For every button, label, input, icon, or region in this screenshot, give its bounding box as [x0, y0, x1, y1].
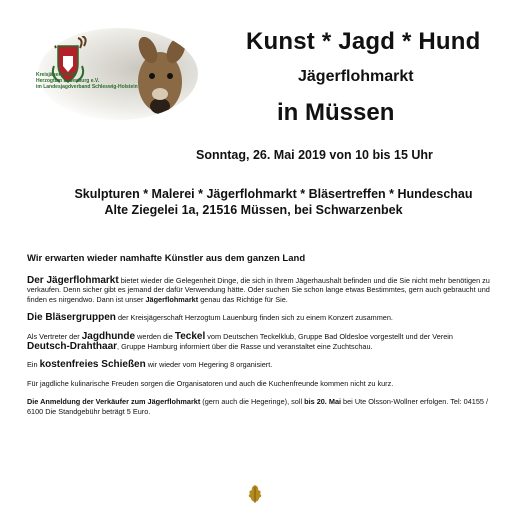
blaeser-text: der Kreisjägerschaft Herzogtum Lauenburg finden sich zu einem Konzert zusammen.	[115, 313, 393, 323]
logo-line-2: Herzogtum Lauenburg e.V.	[36, 78, 100, 84]
anmeldung-a: (gern auch die Hegeringe), soll	[200, 397, 305, 407]
hunde-d: vom Deutschen Teckelklub, Gruppe Bad Oldesloe vorgestellt und der Verein	[205, 331, 453, 341]
paragraph-blaeser	[27, 313, 495, 323]
hunde-bold-3: Deutsch-Drahthaar	[27, 340, 118, 352]
event-description	[27, 254, 495, 426]
anmeldung-deadline: bis 20. Mai	[304, 397, 342, 407]
page-subtitle: Jägerflohmarkt	[298, 68, 414, 85]
anmeldung-bold: Die Anmeldung der Verkäufer zum Jägerflohmarkt	[27, 397, 201, 407]
hunde-e: , Gruppe Hamburg informiert über die Rasse und veranstaltet eine Zuchtschau.	[117, 341, 373, 351]
flohmarkt-bold: Jägerflohmarkt	[145, 294, 199, 304]
logo-line-3: im Landesjagdverband Schleswig-Holstein	[36, 84, 138, 90]
paragraph-schiessen	[27, 360, 495, 370]
hunde-a: Als Vertreter der	[27, 331, 82, 341]
event-location: in Müssen	[277, 99, 395, 126]
oak-leaf-icon	[246, 484, 264, 504]
logo-line-1: Kreisjägerschaft	[36, 72, 76, 78]
event-date: Sonntag, 26. Mai 2019 von 10 bis 15 Uhr	[196, 148, 433, 162]
anmeldung-c: bei Ute Olsson-Wollner erfolgen. Tel: 04155 / 6100 Die Standgebühr beträgt 5 Euro.	[27, 397, 488, 416]
event-address: Alte Ziegelei 1a, 21516 Müssen, bei Schwarzenbek	[104, 203, 403, 217]
blaeser-heading: Die Bläsergruppen	[27, 312, 116, 324]
paragraph-hunde	[27, 332, 495, 351]
schiessen-a: Ein	[27, 360, 40, 370]
flohmarkt-text: bietet wieder die Gelegenheit Dinge, die sich in Ihrem Jägerhaushalt befinden und die Sie nicht mehr benötigen zu verkaufen. Denn sicher gibt es jemand der dafür Verwendung hätte. Oder suchen Sie schon lange etwas Bestimmtes, gern auch gebraucht und finden es nirgendwo. Dann ist unser	[27, 275, 490, 304]
paragraph-kulinarik: Für jagdliche kulinarische Freuden sorgen die Organisatoren und auch die Kuchenfreunde kommen nicht zu kurz.	[27, 378, 394, 388]
hunde-c: werden die	[135, 331, 175, 341]
schiessen-c: wir wieder vom Hegering 8 organisiert.	[145, 360, 273, 370]
flohmarkt-heading: Der Jägerflohmarkt	[27, 274, 119, 286]
page-title: Kunst * Jagd * Hund	[246, 28, 481, 55]
paragraph-anmeldung	[27, 397, 495, 416]
hunde-bold-2: Teckel	[174, 330, 206, 342]
flohmarkt-end: genau das Richtige für Sie.	[198, 294, 288, 304]
event-features: Skulpturen * Malerei * Jägerflohmarkt * Bläsertreffen * Hundeschau	[74, 187, 473, 201]
hunde-bold-1: Jagdhunde	[81, 330, 136, 342]
paragraph-flohmarkt	[27, 276, 495, 305]
intro-text: Wir erwarten wieder namhafte Künstler aus dem ganzen Land	[27, 253, 306, 264]
schiessen-bold: kostenfreies Schießen	[39, 359, 146, 371]
logo-caption	[36, 72, 206, 90]
